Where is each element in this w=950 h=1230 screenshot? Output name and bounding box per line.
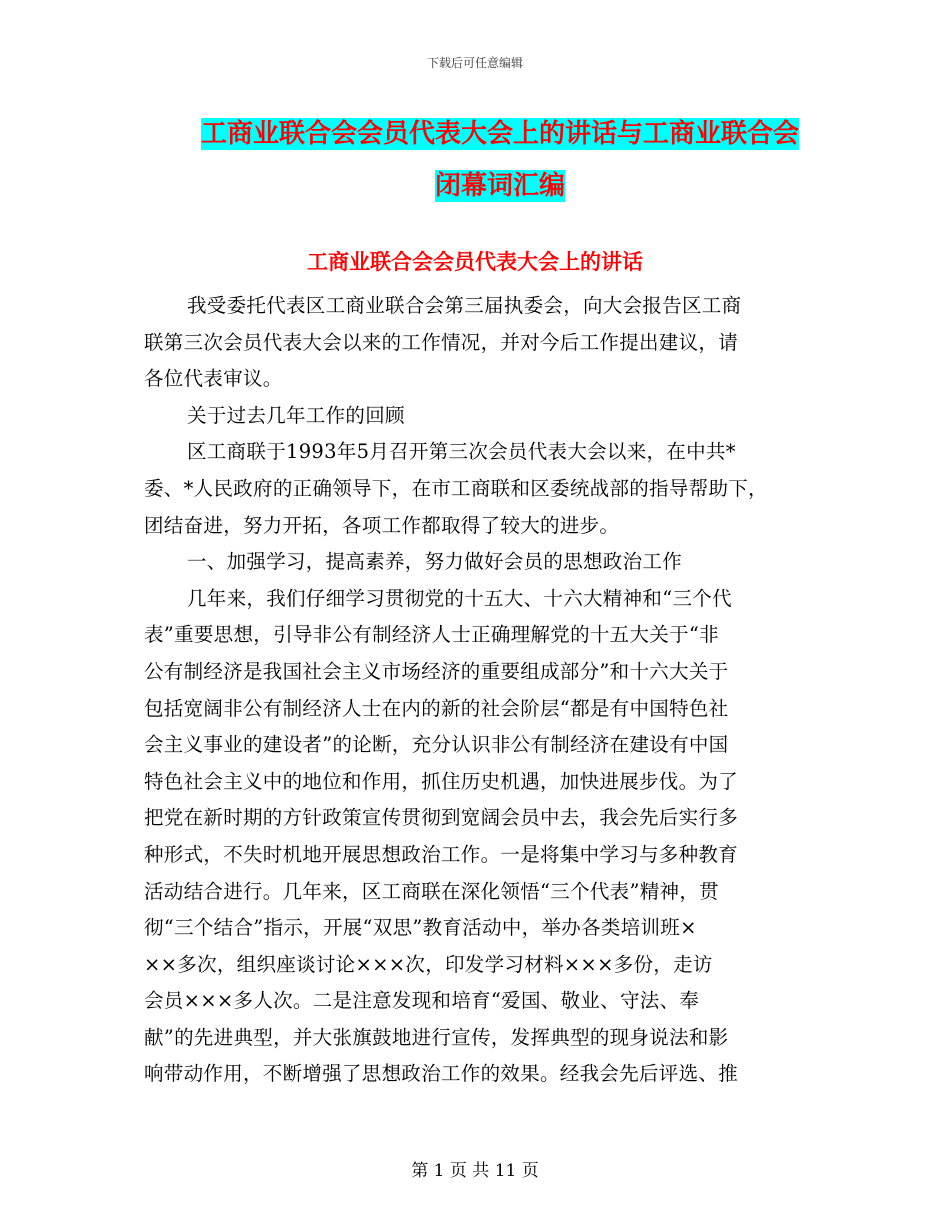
page-number-footer: 第 1 页 共 11 页 <box>411 1161 539 1181</box>
paragraph-line: 联第三次会员代表大会以来的工作情况，并对今后工作提出建议，请 <box>144 330 739 354</box>
document-title-line-1: 工商业联合会会员代表大会上的讲话与工商业联合会 <box>200 119 799 149</box>
paragraph-line: ××多次，组织座谈讨论×××次，印发学习材料×××多份，走访 <box>144 952 713 976</box>
paragraph-line: 种形式，不失时机地开展思想政治工作。一是将集中学习与多种教育 <box>144 842 739 866</box>
paragraph-line: 我受委托代表区工商业联合会第三届执委会，向大会报告区工商 <box>187 294 742 317</box>
paragraph-line: 特色社会主义中的地位和作用，抓住历史机遇，加快进展步伐。为了 <box>144 769 739 793</box>
paragraph-line: 活动结合进行。几年来，区工商联在深化领悟“三个代表”精神，贯 <box>144 879 719 903</box>
document-title <box>150 108 850 212</box>
section-heading: 工商业联合会会员代表大会上的讲话 <box>307 249 643 274</box>
paragraph-line: 彻“三个结合”指示，开展“双思”教育活动中，举办各类培训班× <box>144 916 697 940</box>
paragraph-line: 表”重要思想，引导非公有制经济人士正确理解党的十五大关于“非 <box>144 623 719 647</box>
subsection-heading: 关于过去几年工作的回顾 <box>187 403 405 427</box>
paragraph-line: 献”的先进典型，并大张旗鼓地进行宣传，发挥典型的现身说法和影 <box>144 1025 729 1049</box>
paragraph-line: 各位代表审议。 <box>144 367 283 391</box>
paragraph-line: 会主义事业的建设者”的论断，充分认识非公有制经济在建设有中国 <box>144 733 729 757</box>
paragraph-line: 区工商联于1993年5月召开第三次会员代表大会以来，在中共* <box>187 440 736 464</box>
paragraph-line: 响带动作用，不断增强了思想政治工作的效果。经我会先后评选、推 <box>144 1062 739 1086</box>
paragraph-line: 把党在新时期的方针政策宣传贯彻到宽阔会员中去，我会先后实行多 <box>144 806 739 830</box>
paragraph-line: 委、*人民政府的正确领导下，在市工商联和区委统战部的指导帮助下， <box>144 476 768 500</box>
header-note: 下载后可任意编辑 <box>426 56 523 70</box>
paragraph-line: 包括宽阔非公有制经济人士在内的新的社会阶层“都是有中国特色社 <box>144 696 729 720</box>
paragraph-line: 几年来，我们仔细学习贯彻党的十五大、十六大精神和“三个代 <box>187 586 732 610</box>
body-text <box>144 288 804 1093</box>
document-title-line-2: 闭幕词汇编 <box>434 171 565 201</box>
paragraph-line: 团结奋进，努力开拓，各项工作都取得了较大的进步。 <box>144 513 620 537</box>
paragraph-line: 会员×××多人次。二是注意发现和培育“爱国、敬业、守法、奉 <box>144 989 700 1013</box>
subsection-heading: 一、加强学习，提高素养，努力做好会员的思想政治工作 <box>187 550 683 574</box>
paragraph-line: 公有制经济是我国社会主义市场经济的重要组成部分”和十六大关于 <box>144 659 729 683</box>
